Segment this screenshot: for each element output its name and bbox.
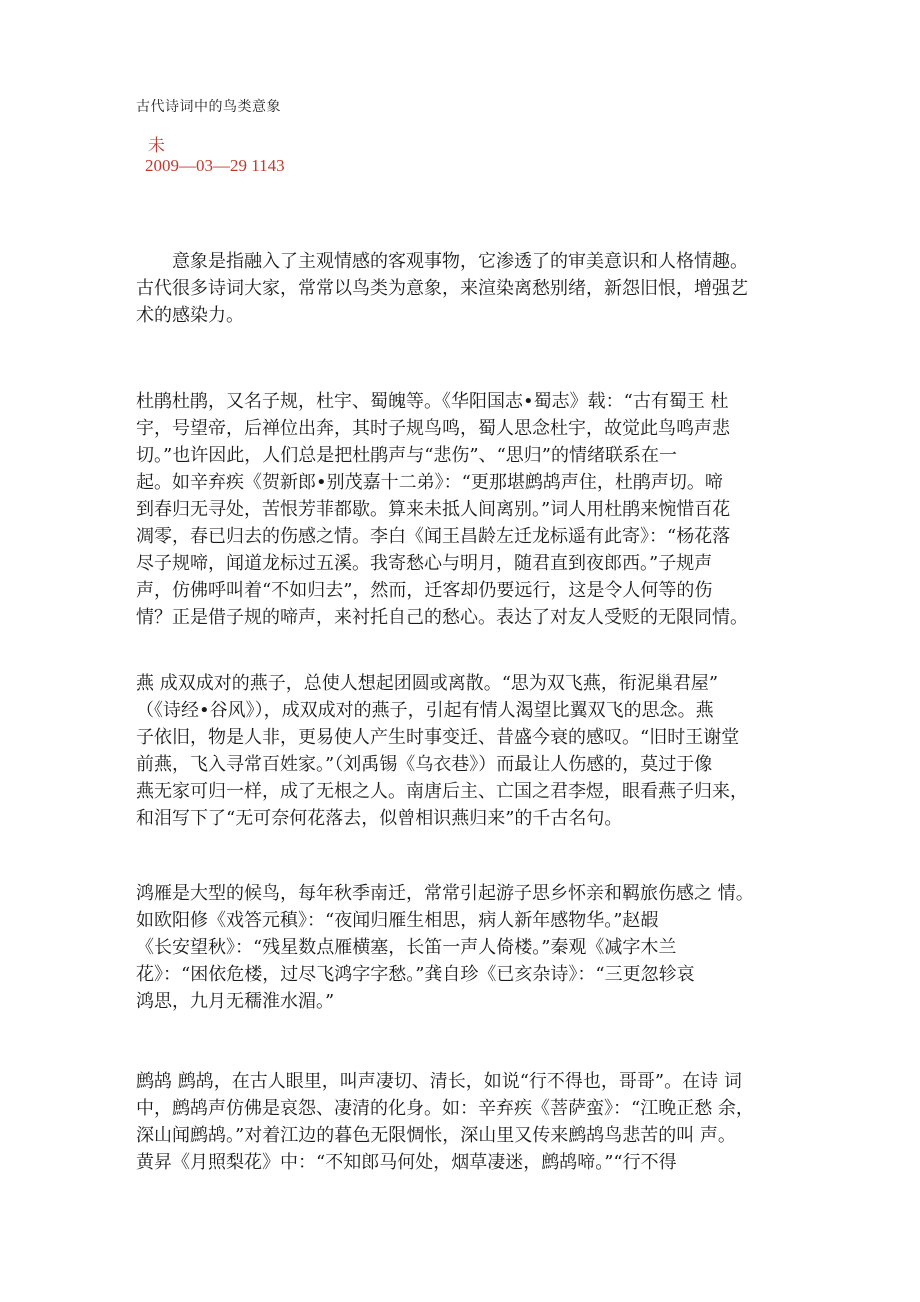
paragraph-line: 古代很多诗词大家，常常以鸟类为意象，来渲染离愁别绪，新怨旧恨，增强艺 bbox=[136, 278, 748, 299]
author-name: 未 bbox=[148, 136, 165, 156]
paragraph-line: 尽子规啼，闻道龙标过五溪。我寄愁心与明月，随君直到夜郎西。”子规声 bbox=[136, 553, 713, 574]
paragraph-line: 到春归无寻处，苦恨芳菲都歇。算来未抵人间离别。”词人用杜鹃来惋惜百花 bbox=[136, 499, 731, 520]
paragraph-line: 术的感染力。 bbox=[136, 305, 244, 326]
paragraph-line: 黄昇《月照梨花》中：“不知郎马何处，烟草凄迷，鹧鸪啼。”“行不得 bbox=[136, 1152, 677, 1173]
paragraph-line: 花》：“困依危楼，过尽飞鸿字字愁。”龚自珍《已亥杂诗》：“三更忽轸哀 bbox=[136, 964, 695, 985]
paragraph-line: 子依旧，物是人非，更易使人产生时事变迁、昔盛今衰的感叹。“旧时王谢堂 bbox=[136, 727, 740, 748]
paragraph-intro bbox=[136, 248, 776, 329]
paragraph-line: 鸿雁是大型的候鸟，每年秋季南迁，常常引起游子思乡怀亲和羁旅伤感之 情。 bbox=[136, 883, 754, 904]
paragraph-line: 杜鹃杜鹃，又名子规，杜宇、蜀魄等。《华阳国志•蜀志》载：“古有蜀王 杜 bbox=[136, 391, 729, 412]
paragraph-line: 凋零，春已归去的伤感之情。李白《闻王昌龄左迁龙标遥有此寄》：“杨花落 bbox=[136, 526, 731, 547]
paragraph-line: 切。”也许因此，人们总是把杜鹃声与“悲伤”、“思归”的情绪联系在一 bbox=[136, 445, 678, 466]
paragraph-cuckoo bbox=[136, 388, 776, 631]
paragraph-swallow bbox=[136, 670, 776, 832]
paragraph-line: 燕无家可归一样，成了无根之人。南唐后主、亡国之君李煜，眼看燕子归来， bbox=[136, 781, 748, 802]
paragraph-line: 深山闻鹧鸪。”对着江边的暮色无限惆怅，深山里又传来鹧鸪鸟悲苦的叫 声。 bbox=[136, 1125, 736, 1146]
paragraph-line: 燕 成双成对的燕子，总使人想起团圆或离散。“思为双飞燕，衔泥巢君屋” bbox=[136, 673, 719, 694]
paragraph-line: 如欧阳修《戏答元稹》：“夜闻归雁生相思，病人新年感物华。”赵嘏 bbox=[136, 910, 659, 931]
paragraph-line: 《长安望秋》：“残星数点雁横塞，长笛一声人倚楼。”秦观《减字木兰 bbox=[136, 937, 677, 958]
paragraph-line: 鹧鸪 鹧鸪，在古人眼里，叫声凄切、清长，如说“行不得也，哥哥”。在诗 词 bbox=[136, 1071, 742, 1092]
paragraph-wild-goose bbox=[136, 880, 776, 1015]
paragraph-line: 和泪写下了“无可奈何花落去，似曾相识燕归来”的千古名句。 bbox=[136, 808, 623, 829]
paragraph-line: 起。如辛弃疾《贺新郎•别茂嘉十二弟》：“更那堪鹧鸪声住，杜鹃声切。啼 bbox=[136, 472, 723, 493]
paragraph-line: 前燕，飞入寻常百姓家。”（刘禹锡《乌衣巷》）而最让人伤感的，莫过于像 bbox=[136, 754, 713, 775]
paragraph-line: （《诗经•谷风》），成双成对的燕子，引起有情人渴望比翼双飞的思念。燕 bbox=[136, 700, 714, 721]
paragraph-line: 鸿思，九月无穤淮水湄。” bbox=[136, 991, 335, 1012]
paragraph-line: 宇，号望帝，后禅位出奔，其时子规鸟鸣，蜀人思念杜宇，故觉此鸟鸣声悲 bbox=[136, 418, 730, 439]
paragraph-line: 意象是指融入了主观情感的客观事物，它渗透了的审美意识和人格情趣。 bbox=[136, 251, 748, 272]
document-title: 古代诗词中的鸟类意象 bbox=[136, 99, 281, 115]
paragraph-line: 情？正是借子规的啼声，来衬托自己的愁心。表达了对友人受贬的无限同情。 bbox=[136, 607, 748, 628]
paragraph-line: 声，仿佛呼叫着“不如归去”，然而，迁客却仍要远行，这是令人何等的伤 bbox=[136, 580, 713, 601]
paragraph-partridge bbox=[136, 1068, 776, 1176]
publish-date: 2009—03—29 1143 bbox=[145, 156, 285, 175]
paragraph-line: 中，鹧鸪声仿佛是哀怨、凄清的化身。如：辛弃疾《菩萨蛮》：“江晚正愁 余， bbox=[136, 1098, 754, 1119]
